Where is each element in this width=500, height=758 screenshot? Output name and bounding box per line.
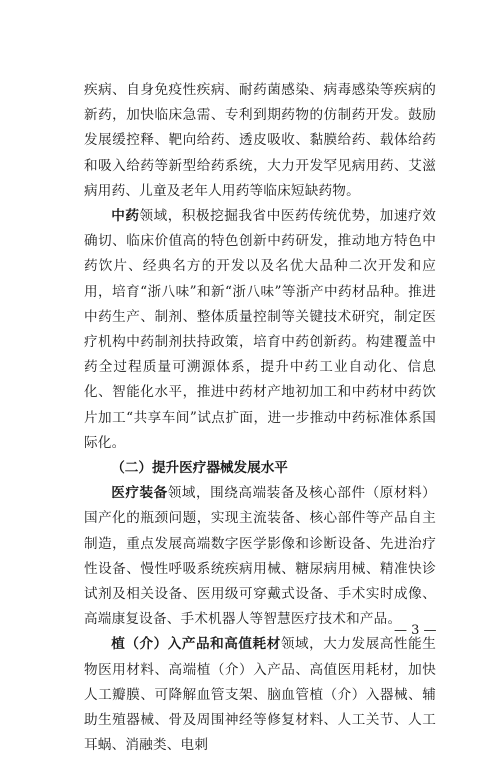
section-heading — [84, 456, 436, 481]
paragraph-text: 领域，大力发展高性能生物医用材料、高端植（介）入产品、高值医用耗材，加快人工瓣膜、可降解血管支架、脑血管植（介）入器械、辅助生殖器械、骨及周围神经等修复材料、人工关节、人工耳蜗、消融类、电刺 — [84, 636, 436, 754]
page-number: — 3 — — [394, 623, 437, 638]
paragraph-lead-term: 植（介）入产品和高值耗材 — [111, 636, 281, 653]
paragraph-continuation — [84, 78, 436, 204]
paragraph-text: 疾病、自身免疫性疾病、耐药菌感染、病毒感染等疾病的新药，加快临床急需、专利到期药物的仿制药开发。鼓励发展缓控释、靶向给药、透皮吸收、黏膜给药、载体给药和吸入给药等新型给药系统，大力开发罕见病用药、艾滋病用药、儿童及老年人用药等临床短缺药物。 — [84, 82, 436, 199]
paragraph-implants — [84, 632, 436, 758]
paragraph-text: 领域，积极挖掘我省中医药传统优势，加速疗效确切、临床价值高的特色创新中药研发，推动地方特色中药饮片、经典名方的开发以及名优大品种二次开发和应用，培育“浙八味”和新“浙八味”等浙产中药材品种。推进中药生产、制剂、整体质量控制等关键技术研究，制定医疗机构中药制剂扶持政策，培育中药创新药。构建覆盖中药全过程质量可溯源体系，提升中药工业自动化、信息化、智能化水平，推进中药材产地初加工和中药材中药饮片加工“共享车间”试点扩面，进一步推动中药标准体系国际化。 — [84, 208, 436, 451]
paragraph-tcm — [84, 204, 436, 456]
paragraph-medical-equipment — [84, 481, 436, 632]
paragraph-text: 领域，围绕高端装备及核心部件（原材料）国产化的瓶颈问题，实现主流装备、核心部件等产品自主制造，重点发展高端数字医学影像和诊断设备、先进治疗性设备、慢性呼吸系统疾病用械、糖尿病用械、精准快诊试剂及相关设备、医用级可穿戴式设备、手术实时成像、高端康复设备、手术机器人等智慧医疗技术和产品。 — [84, 485, 436, 628]
section-heading-text: （二）提升医疗器械发展水平 — [111, 460, 288, 477]
paragraph-lead-term: 医疗装备 — [111, 485, 168, 502]
paragraph-lead-term: 中药 — [111, 208, 140, 225]
document-body — [84, 78, 436, 758]
